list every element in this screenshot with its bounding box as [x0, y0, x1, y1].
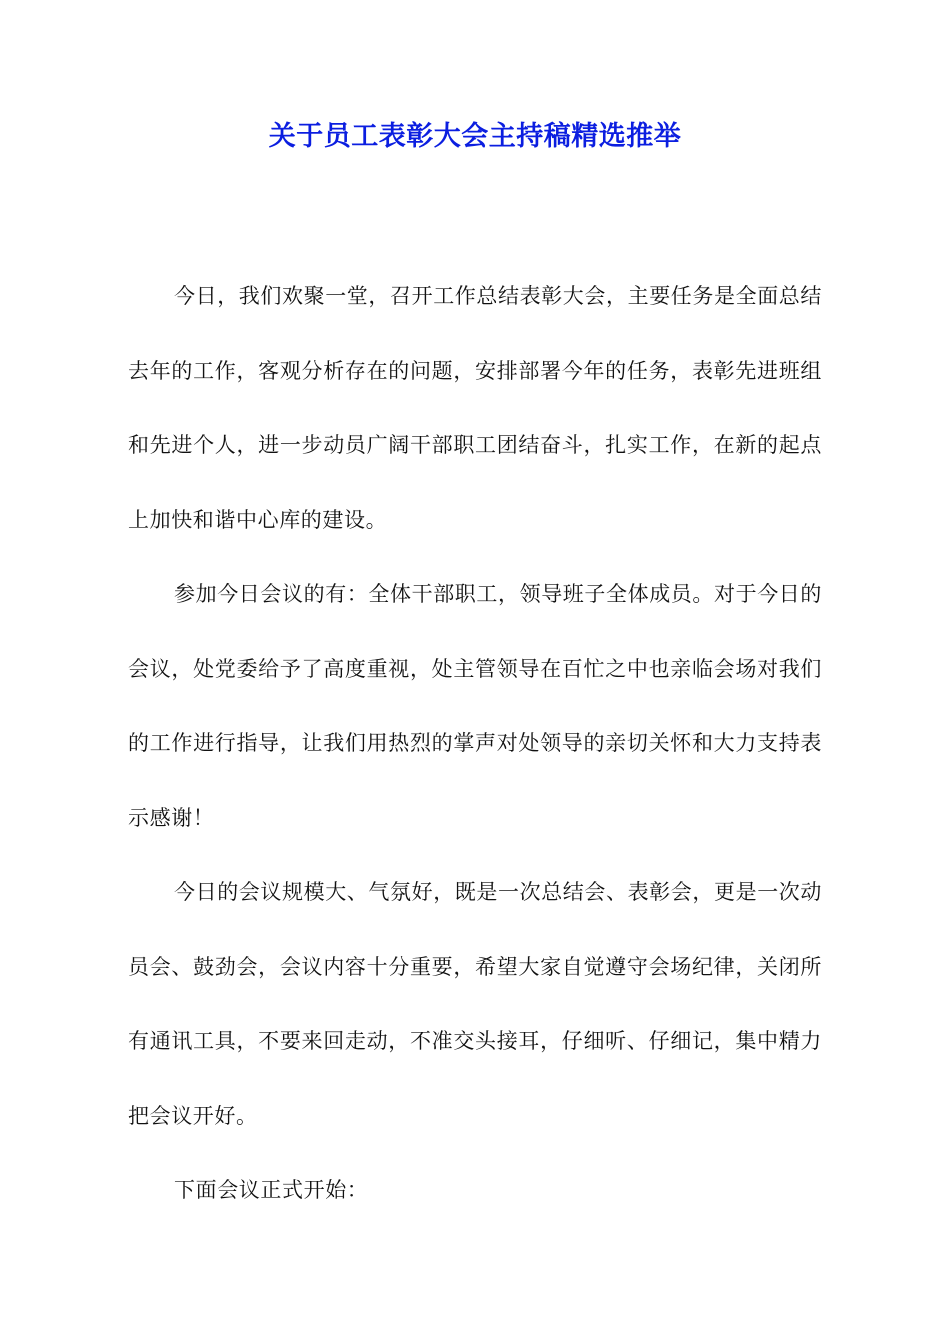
document-title: 关于员工表彰大会主持稿精选推举	[268, 121, 682, 152]
paragraph-discipline: 今日的会议规模大、气氛好，既是一次总结会、表彰会，更是一次动员会、鼓劲会，会议内容十分重要，希望大家自觉遵守会场纪律，关闭所有通讯工具，不要来回走动，不准交头接耳，仔细听、仔细记，集中精力把会议开好。	[128, 880, 822, 1128]
paragraph-attendees: 参加今日会议的有：全体干部职工，领导班子全体成员。对于今日的会议，处党委给予了高度重视，处主管领导在百忙之中也亲临会场对我们的工作进行指导，让我们用热烈的掌声对处领导的亲切关怀和大力支持表示感谢！	[128, 582, 822, 830]
document-body	[128, 259, 822, 1228]
paragraph-start: 下面会议正式开始：	[174, 1178, 369, 1202]
paragraph-opening: 今日，我们欢聚一堂，召开工作总结表彰大会，主要任务是全面总结去年的工作，客观分析存在的问题，安排部署今年的任务，表彰先进班组和先进个人，进一步动员广阔干部职工团结奋斗，扎实工作，在新的起点上加快和谐中心库的建设。	[128, 284, 822, 532]
